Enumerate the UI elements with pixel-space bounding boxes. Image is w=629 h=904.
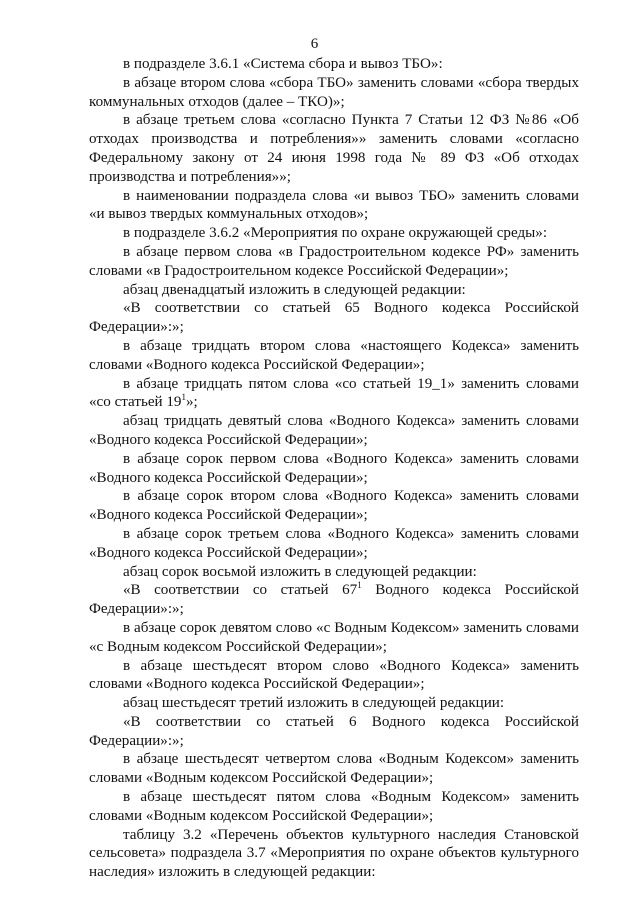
- paragraph-text: в абзаце третьем слова «согласно Пункта 7 Статьи 12 ФЗ №86 «Об отходах производства и потребления»» заменить словами «согласно Федеральному закону от 24 июня 1998 года № 89 ФЗ «Об отходах производства и потребления»»;: [89, 112, 579, 185]
- paragraph-text-tail: Водного кодекса Российской Федерации»:»;: [89, 582, 579, 618]
- superscript: 1: [357, 580, 362, 591]
- paragraph: [89, 581, 579, 619]
- superscript: 1: [181, 392, 186, 403]
- paragraph: [89, 450, 579, 488]
- paragraph-text: в абзаце шестьдесят втором слово «Водного Кодекса» заменить словами «Водного кодекса Российской Федерации»;: [89, 657, 579, 693]
- paragraph: [89, 187, 579, 225]
- paragraph-text: в подразделе 3.6.1 «Система сбора и вывоз ТБО»:: [123, 56, 443, 72]
- paragraph-text: «В соответствии со статьей 65 Водного кодекса Российской Федерации»:»;: [89, 300, 579, 336]
- paragraph-text: в абзаце втором слова «сбора ТБО» заменить словами «сбора твердых коммунальных отходов (далее – ТКО)»;: [89, 74, 579, 110]
- paragraph: [89, 299, 579, 337]
- paragraph: [89, 788, 579, 826]
- paragraph: [89, 525, 579, 563]
- paragraph: [89, 826, 579, 882]
- paragraph: [89, 563, 579, 582]
- paragraph-text-tail: »;: [185, 394, 198, 411]
- paragraph: [89, 281, 579, 300]
- paragraph: [89, 224, 579, 243]
- paragraph-text: в наименовании подраздела слова «и вывоз ТБО» заменить словами «и вывоз твердых коммунальных отходов»;: [89, 187, 579, 223]
- paragraph-text: в абзаце тридцать втором слова «настоящего Кодекса» заменить словами «Водного кодекса Российской Федерации»;: [89, 337, 579, 373]
- paragraph: [89, 657, 579, 695]
- paragraph-text: в абзаце сорок втором слова «Водного Кодекса» заменить словами «Водного кодекса Российской Федерации»;: [89, 488, 579, 524]
- paragraph-text: абзац шестьдесят третий изложить в следующей редакции:: [123, 695, 505, 712]
- paragraph-text: в абзаце первом слова «в Градостроительном кодексе РФ» заменить словами «в Градостроительном кодексе Российской Федерации»;: [89, 243, 579, 279]
- paragraph: [89, 619, 579, 657]
- paragraph-text: в абзаце сорок третьем слова «Водного Кодекса» заменить словами «Водного кодекса Российской Федерации»;: [89, 525, 579, 561]
- paragraph: [89, 243, 579, 281]
- paragraph: [89, 337, 579, 375]
- paragraph-text: в абзаце шестьдесят пятом слова «Водным Кодексом» заменить словами «Водным кодексом Российской Федерации»;: [89, 789, 579, 824]
- paragraph-text: в абзаце сорок девятом слово «с Водным Кодексом» заменить словами «с Водным кодексом Российской Федерации»;: [89, 619, 579, 655]
- paragraph-text: в абзаце шестьдесят четвертом слова «Водным Кодексом» заменить словами «Водным кодексом Российской Федерации»;: [89, 751, 579, 787]
- paragraph-text: абзац сорок восьмой изложить в следующей редакции:: [123, 563, 477, 580]
- paragraph: [89, 111, 579, 186]
- paragraph-text: таблицу 3.2 «Перечень объектов культурного наследия Становской сельсовета» подраздела 3.7 «Мероприятия по охране объектов культурного наследия» изложить в следующей редакции:: [89, 826, 579, 881]
- paragraph-text: «В соответствии со статьей 67: [123, 582, 358, 599]
- paragraph: [89, 74, 579, 112]
- paragraph-text: в подразделе 3.6.2 «Мероприятия по охране окружающей среды»:: [123, 225, 548, 242]
- paragraph-text: «В соответствии со статьей 6 Водного кодекса Российской Федерации»:»;: [89, 713, 579, 749]
- paragraph: [89, 375, 579, 413]
- paragraph: [89, 412, 579, 450]
- paragraph-text: в абзаце тридцать пятом слова «со статьей 19_1» заменить словами «со статьей 19: [89, 375, 579, 411]
- paragraph: [89, 487, 579, 525]
- paragraph: [89, 713, 579, 751]
- paragraph: [89, 55, 579, 74]
- paragraph: [89, 694, 579, 713]
- paragraph-text: абзац тридцать девятый слова «Водного Кодекса» заменить словами «Водного кодекса Российской Федерации»;: [89, 413, 579, 448]
- paragraph-text: в абзаце сорок первом слова «Водного Кодекса» заменить словами «Водного кодекса Российской Федерации»;: [89, 450, 579, 486]
- document-body: [89, 55, 579, 882]
- paragraph-text: абзац двенадцатый изложить в следующей редакции:: [123, 281, 466, 298]
- paragraph: [89, 750, 579, 788]
- page-number: 6: [310, 36, 319, 52]
